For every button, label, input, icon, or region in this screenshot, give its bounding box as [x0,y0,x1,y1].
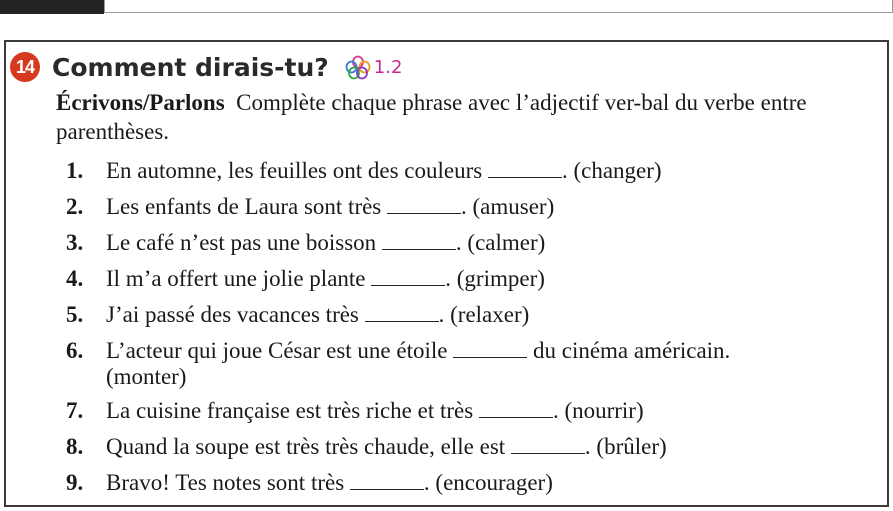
answer-blank [350,471,424,490]
item-number: 1. [66,158,84,183]
exercise-number-badge: 14 [10,52,40,82]
answer-blank [382,231,456,250]
standard-reference [343,54,403,80]
item-number: 2. [66,194,84,219]
item-text [106,230,876,256]
item-text-after: . (encourager) [423,470,553,495]
item-number: 7. [66,398,84,423]
instructions [56,88,816,146]
item-text-after: . (grimper) [445,266,545,291]
mode-label: Écrivons/Parlons [56,90,225,115]
item-text-after: . (calmer) [455,230,546,255]
communication-standards-icon [343,54,373,80]
list-item [56,266,876,292]
item-text-before: L’acteur qui joue César est une étoile [106,338,448,363]
standard-number: 1.2 [373,56,403,78]
answer-blank [371,267,445,286]
item-text [106,434,876,460]
list-item [56,194,876,220]
answer-blank [453,339,527,358]
list-item [56,230,876,256]
item-number: 6. [66,338,84,363]
sentence-list [56,158,876,506]
item-text-before: Les enfants de Laura sont très [106,194,382,219]
item-number: 3. [66,230,84,255]
list-item [56,470,876,496]
item-number: 5. [66,302,84,327]
item-number: 4. [66,266,84,291]
answer-blank [387,195,461,214]
item-text [106,302,876,328]
item-text-before: Bravo! Tes notes sont très [106,470,345,495]
exercise-title: Comment dirais-tu? [52,52,329,82]
top-black-block [0,0,104,14]
answer-blank [511,435,585,454]
list-item [56,302,876,328]
item-text-before: La cuisine française est très riche et très [106,398,474,423]
item-text-after: du cinéma américain. (monter) [106,338,731,389]
list-item [56,398,876,424]
item-text-after: . (brûler) [584,434,667,459]
item-text [106,470,876,496]
answer-blank [479,399,553,418]
item-text [106,194,876,220]
item-number: 8. [66,434,84,459]
item-text-after: . (nourrir) [552,398,644,423]
list-item [56,158,876,184]
instruction-text: Complète chaque phrase avec l’adjectif ver-bal du verbe entre parenthèses. [56,90,807,144]
list-item [56,434,876,460]
item-text [106,338,786,390]
item-text-before: Quand la soupe est très très chaude, elle est [106,434,506,459]
exercise-header [10,50,402,84]
item-text-before: J’ai passé des vacances très [106,302,359,327]
answer-blank [365,303,439,322]
list-item [56,338,876,390]
item-text [106,266,876,292]
item-number: 9. [66,470,84,495]
item-text-before: Il m’a offert une jolie plante [106,266,366,291]
item-text [106,158,876,184]
top-strip [0,0,893,14]
item-text-after: . (relaxer) [438,302,530,327]
item-text-before: Le café n’est pas une boisson [106,230,377,255]
top-box [104,0,893,13]
answer-blank [488,159,562,178]
item-text-before: En automne, les feuilles ont des couleurs [106,158,483,183]
item-text [106,398,876,424]
item-text-after: . (changer) [561,158,662,183]
item-text-after: . (amuser) [461,194,555,219]
